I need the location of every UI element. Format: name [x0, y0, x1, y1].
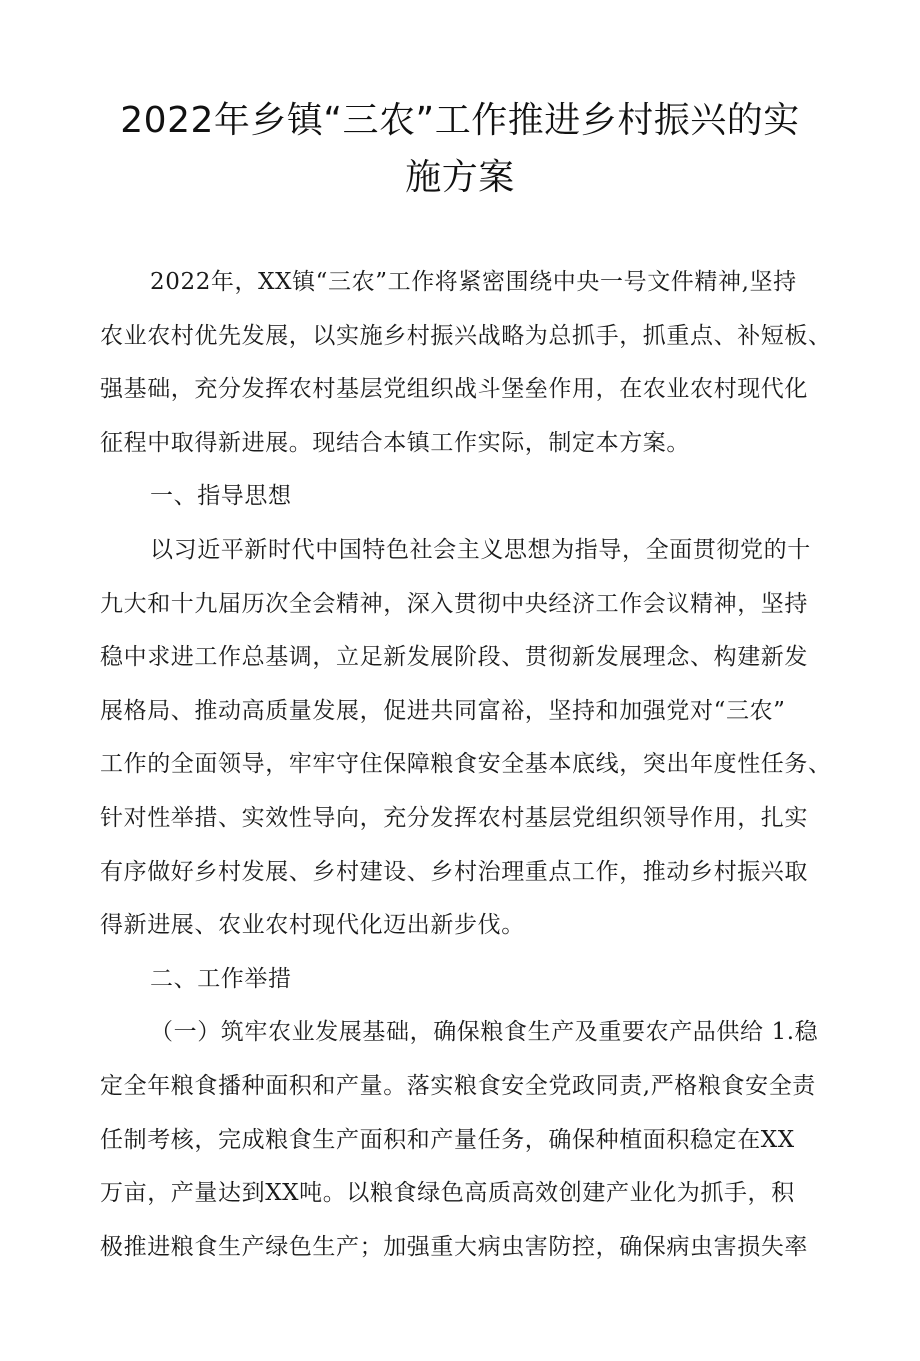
document-body	[100, 256, 840, 1274]
title-line-1: 2022年乡镇“三农”工作推进乡村振兴的实	[120, 100, 800, 141]
text-line: 得新进展、农业农村现代化迈出新步伐。	[100, 912, 525, 939]
guiding-thought-paragraph	[100, 524, 840, 953]
text-line: 展格局、推动高质量发展，促进共同富裕，坚持和加强党对“三农”	[100, 697, 786, 724]
document-title	[96, 92, 824, 206]
text-line: 定全年粮食播种面积和产量。落实粮食安全党政同责,严格粮食安全责	[100, 1072, 816, 1099]
text-line: 2022年，XX镇“三农”工作将紧密围绕中央一号文件精神,坚持	[150, 269, 797, 295]
intro-paragraph	[100, 256, 840, 470]
text-line: 工作的全面领导，牢牢守住保障粮食安全基本底线，突出年度性任务、	[100, 751, 832, 778]
title-line-2: 施方案	[405, 157, 515, 198]
text-line: 极推进粮食生产绿色生产；加强重大病虫害防控，确保病虫害损失率	[100, 1233, 808, 1260]
text-line: 有序做好乡村发展、乡村建设、乡村治理重点工作，推动乡村振兴取	[100, 858, 808, 885]
text-line: 九大和十九届历次全会精神，深入贯彻中央经济工作会议精神，坚持	[100, 590, 808, 617]
text-line: （一）筑牢农业发展基础，确保粮食生产及重要农产品供给 1.稳	[150, 1019, 819, 1046]
text-line: 万亩，产量达到XX吨。以粮食绿色高质高效创建产业化为抓手，积	[100, 1180, 795, 1207]
text-line: 农业农村优先发展，以实施乡村振兴战略为总抓手，抓重点、补短板、	[100, 322, 832, 349]
text-line: 稳中求进工作总基调，立足新发展阶段、贯彻新发展理念、构建新发	[100, 644, 808, 671]
work-measures-paragraph	[100, 1006, 840, 1274]
text-line: 以习近平新时代中国特色社会主义思想为指导，全面贯彻党的十	[150, 536, 811, 563]
section-heading-guiding-thought	[100, 470, 840, 524]
text-line: 强基础，充分发挥农村基层党组织战斗堡垒作用，在农业农村现代化	[100, 376, 808, 403]
text-line: 二、工作举措	[150, 965, 292, 992]
section-heading-work-measures	[100, 953, 840, 1007]
text-line: 任制考核，完成粮食生产面积和产量任务，确保种植面积稳定在XX	[100, 1126, 795, 1153]
text-line: 一、指导思想	[150, 483, 292, 510]
text-line: 针对性举措、实效性导向，充分发挥农村基层党组织领导作用，扎实	[100, 804, 808, 831]
text-line: 征程中取得新进展。现结合本镇工作实际，制定本方案。	[100, 429, 690, 456]
